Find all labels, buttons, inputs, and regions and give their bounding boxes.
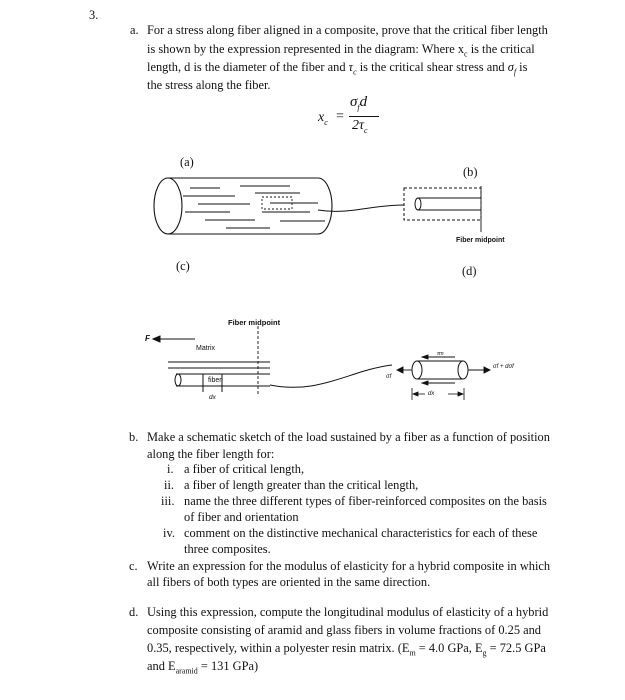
figure-label-b: (b)	[463, 165, 478, 179]
stress-arrows-d	[397, 355, 490, 385]
connector-a-b	[318, 205, 404, 211]
part-b-line2: along the fiber length for:	[147, 447, 275, 461]
list-item-cont: three composites.	[184, 542, 271, 556]
dx-dimension-d	[412, 388, 464, 400]
force-arrow	[153, 336, 195, 342]
list-item-num: i.	[167, 462, 174, 476]
matrix-label: Matrix	[196, 345, 216, 352]
part-a-line3: length, d is the diameter of the fiber and $\tau_c$ is the critical shear stress and $\sigma_f$ is	[147, 60, 528, 77]
fiber-lines	[183, 186, 325, 228]
part-a-label: a.	[130, 23, 139, 37]
list-item-cont: of fiber and orientation	[184, 510, 299, 524]
part-a-line1: For a stress along fiber aligned in a composite, prove that the critical fiber length	[147, 23, 548, 37]
tau-m-label: τm	[437, 351, 444, 357]
question-number: 3.	[89, 8, 99, 22]
force-label: F	[145, 334, 150, 343]
matrix-fiber-c	[168, 362, 270, 392]
figure-label-a: (a)	[180, 155, 194, 169]
fiber-midpoint-label-b: Fiber midpoint	[456, 237, 505, 244]
fiber-element-d	[412, 361, 468, 379]
zoom-box-b	[404, 188, 481, 220]
part-d-line2: composite consisting of aramid and glass fibers in volume fractions of 0.25 and	[147, 623, 542, 637]
dx-label-c: dx	[209, 394, 216, 401]
figure-label-c: (c)	[176, 259, 190, 273]
part-d-line3: 0.35, respectively, within a polyester resin matrix. ($E_m = 4.0$ GPa, $E_g = 72.5$ GPa	[147, 641, 546, 658]
fiber-midpoint-label-c: Fiber midpoint	[228, 318, 281, 327]
part-d-line4: and $E_{aramid} = 131$ GPa)	[147, 659, 259, 676]
dx-label-d: dx	[428, 391, 435, 397]
sigma-f-label: σf	[386, 374, 392, 380]
list-item-text: name the three different types of fiber-reinforced composites on the basis	[184, 494, 547, 508]
list-item-text: a fiber of length greater than the critical length,	[184, 478, 419, 492]
figure-label-d: (d)	[462, 264, 477, 278]
list-item-num: ii.	[164, 478, 174, 492]
part-c-line2: all fibers of both types are oriented in the same direction.	[147, 575, 431, 589]
list-item-num: iii.	[161, 494, 175, 508]
formula-equals: =	[336, 109, 344, 124]
formula-lhs: $x_c$	[318, 110, 328, 127]
formula-numerator: $\sigma_fd$	[350, 94, 368, 112]
sigma-f-dsigma-label: σf + dσf	[493, 364, 514, 370]
part-a-line2: is shown by the expression represented in the diagram: Where $x_c$ is the critical	[147, 42, 535, 59]
part-d-line1: Using this expression, compute the longitudinal modulus of elasticity of a hybrid	[147, 605, 549, 619]
part-c-label: c.	[129, 559, 138, 573]
fiber-segment-b	[415, 198, 481, 210]
part-b-line1: Make a schematic sketch of the load sustained by a fiber as a function of position	[147, 430, 550, 444]
list-item-num: iv.	[163, 526, 175, 540]
part-c-line1: Write an expression for the modulus of elasticity for a hybrid composite in which	[147, 559, 551, 573]
part-d-label: d.	[129, 605, 139, 619]
list-item-text: comment on the distinctive mechanical characteristics for each of these	[184, 526, 538, 540]
connector-c-d	[270, 365, 392, 387]
fiber-label: fiber	[208, 377, 222, 384]
formula-denominator: $2\tau_c$	[352, 118, 368, 135]
list-item-text: a fiber of critical length,	[184, 462, 305, 476]
part-a-line4: the stress along the fiber.	[147, 78, 271, 92]
part-b-label: b.	[129, 430, 139, 444]
